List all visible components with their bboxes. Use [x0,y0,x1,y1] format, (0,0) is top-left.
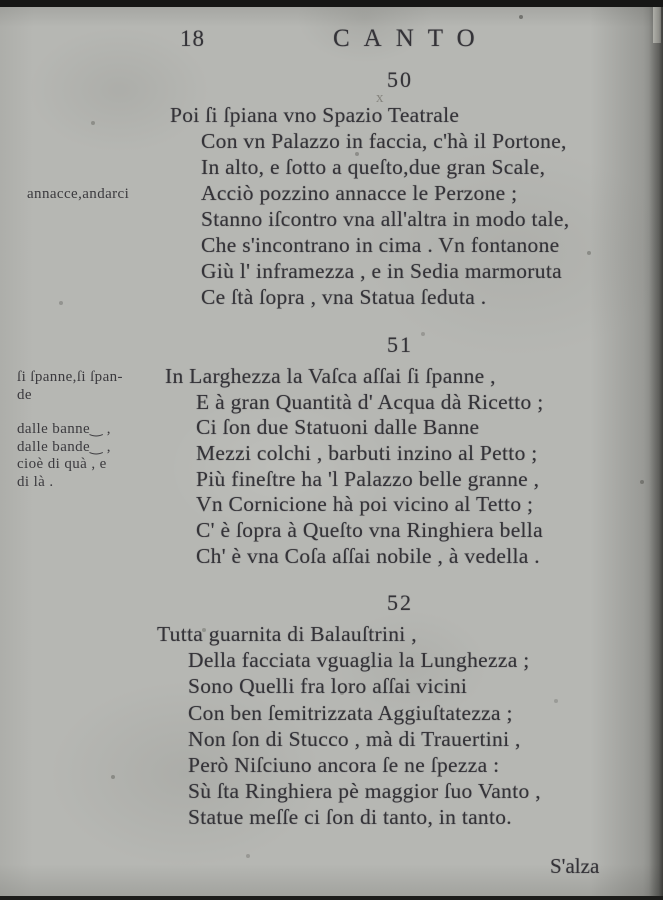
verse-line: Ci ſon due Statuoni dalle Banne [196,415,480,440]
verse-line: In alto, e ſotto a queſto,due gran Scale, [201,155,546,179]
verse-line: Ch' è vna Coſa aſſai nobile , à vedella . [196,543,540,568]
verse-line: Stanno iſcontro vna all'altra in modo tale, [201,207,570,231]
page-number: 18 [180,26,205,51]
margin-note-line: annacce,andarci [27,186,130,202]
margin-note-line: dalle bande‿ , [17,438,111,455]
margin-note-line: de [17,386,32,403]
verse-line: Sù ſta Ringhiera pè maggior ſuo Vanto , [188,779,541,804]
verse-line: Con ben ſemitrizzata Aggiuſtatezza ; [188,700,513,725]
page-right-shadow [649,0,663,900]
stanza-50-number: 50 [387,67,413,92]
stanza-50 [170,102,569,310]
scan-top-edge [0,0,663,7]
verse-line: Sono Quelli fra loro aſſai vicini [188,674,468,699]
verse-line: Con vn Palazzo in faccia, c'hà il Portone, [201,129,567,153]
printer-x-mark: x [376,90,384,106]
verse-line: Giù l' inframezza , e in Sedia marmoruta [201,259,562,283]
verse-line: Non ſon di Stucco , mà di Trauertini , [188,726,521,751]
verse-line: Però Niſciuno ancora ſe ne ſpezza : [188,752,500,777]
verse-line: Che s'incontrano in cima . Vn fontanone [201,233,560,257]
verse-line: Della facciata vguaglia la Lunghezza ; [188,648,530,673]
margin-note-si-spanne [17,369,123,404]
verse-line: Più fineſtre ha 'l Palazzo belle granne , [196,466,540,491]
margin-note-line: dalle banne‿ , [17,421,111,437]
margin-note-dalle-banne [17,421,111,491]
verse-line: Acciò pozzino annacce le Perzone ; [201,181,518,205]
verse-line: E à gran Quantità d' Acqua dà Ricetto ; [196,389,544,414]
stanza-51-number: 51 [387,332,413,357]
verse-line: Tutta guarnita di Balauſtrini , [157,622,417,646]
margin-note-line: cioè di quà , e [17,456,107,472]
stanza-52 [157,621,541,831]
running-title: CANTO [333,25,489,52]
verse-line: Ce ſtà ſopra , vna Statua ſeduta . [201,285,487,309]
scan-bottom-edge [0,896,663,900]
stanza-52-number: 52 [387,590,413,615]
stanza-51 [165,364,544,570]
verse-line: Mezzi colchi , barbuti inzino al Petto ; [196,441,538,466]
verse-line: C' è ſopra à Queſto vna Ringhiera bella [196,518,543,543]
verse-line: Vn Cornicione hà poi vicino al Tetto ; [196,492,534,517]
verse-line: In Larghezza la Vaſca aſſai ſi ſpanne , [165,364,496,388]
margin-note-line: ſi ſpanne,ſi ſpan- [17,369,123,385]
catchword: S'alza [550,854,600,878]
verse-line: Statue meſſe ci ſon di tanto, in tanto. [188,805,512,830]
verse-line: Poi ſi ſpiana vno Spazio Teatrale [170,103,460,127]
margin-note-line: di là . [17,473,54,490]
margin-note-annacce [27,186,129,204]
